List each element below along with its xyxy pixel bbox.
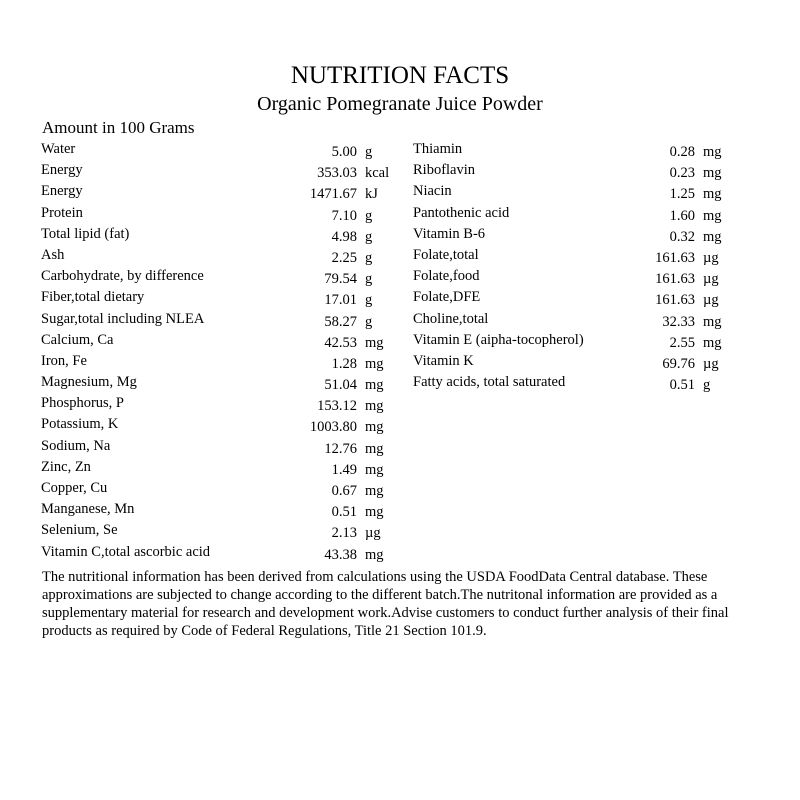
nutrient-name: Energy [41,162,83,179]
nutrient-value: 32.33 [662,313,695,330]
nutrient-row [413,245,719,266]
nutrient-value: 153.12 [317,398,357,415]
nutrient-name: Fiber,total dietary [41,289,145,306]
nutrient-unit: µg [703,292,719,309]
nutrient-name: Vitamin K [413,352,474,369]
nutrient-table-right [413,139,722,394]
nutrient-unit: mg [703,334,722,351]
nutrient-name: Carbohydrate, by difference [41,268,204,285]
nutrient-row [413,266,719,288]
nutrient-unit: mg [365,483,384,499]
nutrient-value: 1003.80 [309,419,357,436]
nutrient-value: 1.60 [669,207,695,224]
nutrient-value: 4.98 [331,228,357,245]
nutrient-unit: kcal [365,165,390,182]
nutrient-value: 161.63 [655,249,695,266]
nutrient-row [413,372,713,393]
nutrient-row [413,309,722,330]
nutrient-value: 0.23 [669,165,695,182]
nutrient-name: Sodium, Na [41,437,111,454]
nutrient-row [413,351,719,372]
nutrient-name: Vitamin E (aipha-tocopherol) [413,331,584,348]
nutrient-row [41,393,384,415]
nutrient-unit: mg [365,546,384,563]
nutrient-row [41,309,373,330]
nutrient-name: Energy [41,183,83,200]
amount-label: Amount in 100 Grams [42,118,195,137]
nutrient-value: 42.53 [324,334,357,351]
nutrient-row [41,330,384,351]
nutrient-row [41,520,381,542]
nutrient-unit: mg [703,207,722,224]
nutrient-unit: mg [365,334,384,351]
nutrient-unit: mg [365,440,384,457]
nutrient-table-left [41,139,390,563]
nutrient-unit: mg [703,165,722,182]
nutrient-unit: mg [365,355,384,372]
nutrient-row [41,203,373,224]
nutrient-unit: mg [703,228,722,245]
nutrient-name: Vitamin B-6 [413,225,486,242]
nutrient-name: Ash [41,246,65,263]
nutrient-unit: mg [365,419,384,436]
nutrient-name: Sugar,total including NLEA [41,310,205,327]
nutrient-row [41,351,384,372]
nutrient-value: 58.27 [324,313,357,330]
nutrient-value: 17.01 [324,292,357,309]
nutrient-unit: g [365,228,373,245]
nutrient-value: 7.10 [331,207,357,224]
nutrient-unit: mg [703,313,722,330]
nutrient-name: Folate,food [413,268,480,285]
footnote: The nutritional information has been derived from calculations using the USDA FoodData Central database. These approximations are subjected to change according to the different batch.The nutritonal information are provided as a supplementary material for research and development work.Advise customers to conduct further analysis of their final products as required by Code of Federal Regulations, Title 21 Section 101.9. [42,569,729,639]
nutrient-row [41,372,384,394]
nutrient-unit: mg [365,461,384,478]
nutrient-value: 0.51 [669,377,695,394]
nutrient-row [41,224,373,245]
nutrient-name: Selenium, Se [41,522,118,539]
nutrient-row [41,139,373,160]
nutrient-name: Choline,total [413,310,489,327]
nutrient-name: Folate,total [413,246,479,263]
nutrient-name: Folate,DFE [413,289,481,306]
nutrient-unit: mg [365,377,384,394]
nutrient-row [413,330,722,351]
nutrient-name: Copper, Cu [41,480,108,496]
nutrient-row [413,203,722,224]
nutrient-value: 0.67 [331,483,357,499]
nutrient-value: 353.03 [317,165,357,182]
nutrient-unit: mg [365,504,384,521]
nutrient-unit: g [365,207,373,224]
nutrient-unit: g [365,292,373,309]
nutrient-name: Total lipid (fat) [41,225,130,242]
nutrient-name: Calcium, Ca [41,331,114,348]
nutrient-name: Water [41,141,76,157]
nutrient-name: Iron, Fe [41,352,87,369]
nutrient-unit: mg [703,144,722,160]
nutrient-row [41,478,384,499]
nutrient-unit: µg [703,271,719,288]
nutrient-value: 69.76 [662,355,695,372]
nutrient-row [41,266,373,288]
nutrient-value: 5.00 [331,144,357,160]
nutrient-unit: µg [703,249,719,266]
nutrient-name: Niacin [413,183,452,200]
product-name: Organic Pomegranate Juice Powder [257,93,543,115]
nutrient-name: Potassium, K [41,416,119,433]
nutrient-name: Protein [41,204,83,221]
nutrient-unit: µg [365,525,381,542]
nutrient-row [41,542,384,563]
nutrient-row [41,436,384,457]
nutrient-unit: g [365,144,373,160]
nutrient-row [41,160,390,182]
nutrient-row [41,287,373,309]
nutrient-value: 0.32 [669,228,695,245]
nutrient-unit: g [365,249,373,266]
nutrient-row [413,139,722,160]
nutrient-row [41,245,373,266]
nutrient-unit: g [365,271,373,288]
nutrient-name: Zinc, Zn [41,458,91,475]
nutrient-value: 2.25 [331,249,357,266]
nutrient-name: Pantothenic acid [413,204,510,221]
nutrient-name: Phosphorus, P [41,395,124,412]
nutrient-name: Riboflavin [413,162,476,179]
nutrient-row [413,287,719,309]
nutrient-name: Fatty acids, total saturated [413,374,566,391]
nutrient-unit: µg [703,355,719,372]
nutrient-value: 1.49 [331,461,357,478]
nutrient-row [41,499,384,521]
nutrient-row [413,224,722,245]
nutrient-name: Magnesium, Mg [41,374,137,391]
nutrient-value: 2.55 [669,334,695,351]
nutrient-value: 1.25 [669,186,695,203]
nutrient-row [413,181,722,203]
nutrient-value: 0.28 [669,144,695,160]
nutrient-value: 79.54 [324,271,357,288]
nutrient-value: 51.04 [324,377,357,394]
nutrient-name: Vitamin C,total ascorbic acid [41,543,211,560]
nutrient-unit: g [365,313,373,330]
nutrient-value: 1471.67 [309,186,357,203]
nutrient-unit: mg [365,398,384,415]
nutrient-value: 0.51 [331,504,357,521]
nutrient-value: 1.28 [331,355,357,372]
nutrient-unit: kJ [365,186,378,203]
nutrient-row [413,160,722,182]
nutrient-row [41,181,378,203]
nutrient-value: 12.76 [324,440,357,457]
nutrient-value: 2.13 [331,525,357,542]
nutrient-row [41,414,384,436]
nutrient-unit: g [703,377,711,394]
nutrient-row [41,457,384,478]
nutrient-value: 161.63 [655,271,695,288]
page-title: NUTRITION FACTS [290,62,510,89]
nutrient-value: 43.38 [324,546,357,563]
nutrient-unit: mg [703,186,722,203]
nutrient-name: Thiamin [413,141,463,157]
nutrient-value: 161.63 [655,292,695,309]
nutrient-name: Manganese, Mn [41,501,135,518]
